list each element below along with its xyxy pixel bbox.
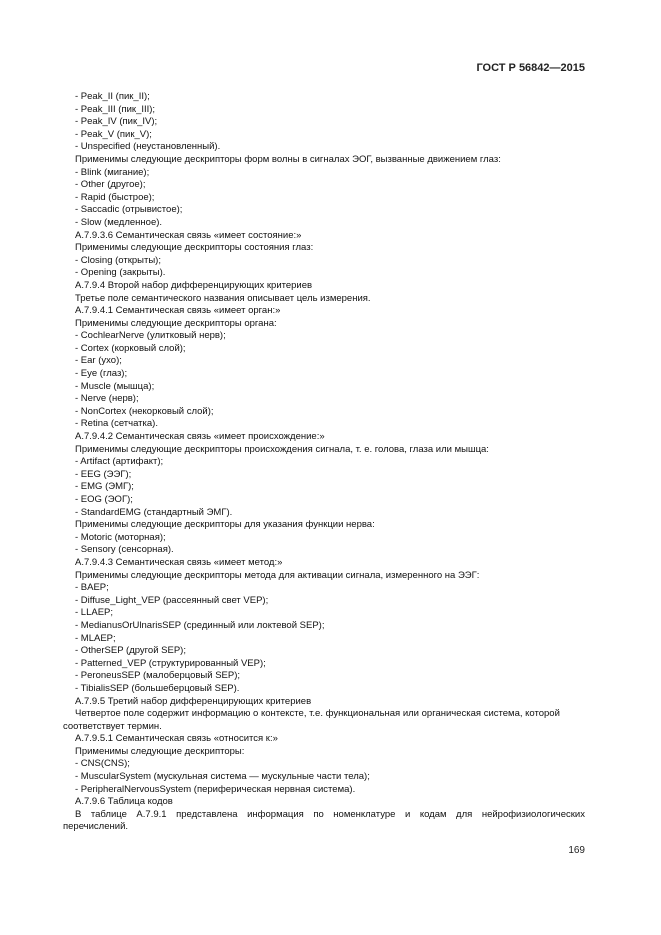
text-line: - Retina (сетчатка). [75, 418, 158, 430]
text-line: A.7.9.4.2 Семантическая связь «имеет происхождение:» [75, 431, 325, 443]
text-line: Применимы следующие дескрипторы происхождения сигнала, т. е. голова, глаза или мышца: [75, 443, 489, 455]
text-line: - Eye (глаз); [75, 368, 128, 380]
text-line: - CochlearNerve (улитковый нерв); [75, 330, 226, 342]
text-line: - Slow (медленное). [75, 216, 163, 228]
text-line: A.7.9.5.1 Семантическая связь «относится к:» [75, 733, 278, 745]
paragraph-context-first: Четвертое поле содержит информацию о контексте, т.е. функциональная или органическая система, которой [75, 708, 560, 720]
text-line: - EOG (ЭОГ); [75, 494, 133, 505]
text-line: - Closing (открыты); [75, 254, 161, 266]
text-line: Третье поле семантического названия описывает цель измерения. [75, 292, 371, 304]
paragraph-table-second: перечислений. [63, 821, 129, 833]
text-line: A.7.9.4.1 Семантическая связь «имеет орган:» [75, 305, 281, 317]
text-line: - Opening (закрыты). [75, 267, 166, 279]
body-text [63, 91, 585, 834]
text-line: - Artifact (артифакт); [75, 456, 164, 468]
text-line: - PeroneusSEP (малоберцовый SEP); [75, 670, 241, 682]
text-line: - MuscularSystem (мускульная система — мускульные части тела); [75, 771, 370, 783]
text-line: - Blink (мигание); [75, 166, 150, 178]
text-line: Применимы следующие дескрипторы: [75, 745, 245, 757]
text-line: - NonCortex (некорковый слой); [75, 405, 214, 417]
text-line: - Rapid (быстрое); [75, 191, 155, 203]
text-line: Применимы следующие дескрипторы метода для активации сигнала, измеренного на ЭЭГ: [75, 569, 480, 581]
text-line: A.7.9.3.6 Семантическая связь «имеет состояние:» [75, 229, 302, 241]
text-line: Применимы следующие дескрипторы органа: [75, 317, 277, 329]
text-line: - Peak_V (пик_V); [75, 128, 152, 140]
standard-code-header: ГОСТ Р 56842—2015 [476, 62, 585, 74]
text-line: - MedianusOrUlnarisSEP (срединный или локтевой SEP); [75, 619, 325, 631]
text-line: Применимы следующие дескрипторы для указания функции нерва: [75, 519, 375, 531]
text-lines-block-2 [63, 733, 585, 809]
text-line: - TibialisSEP (большеберцовый SEP). [75, 682, 240, 694]
text-lines-block-1 [63, 91, 585, 708]
text-line: A.7.9.6 Таблица кодов [75, 796, 173, 808]
text-line: - Sensory (сенсорная). [75, 544, 174, 556]
text-line: - CNS(CNS); [75, 758, 130, 770]
paragraph-table-first: В таблице A.7.9.1 представлена информация по номенклатуре и кодам для нейрофизиологических [75, 808, 585, 820]
text-line: - Cortex (корковый слой); [75, 342, 186, 354]
text-line: Применимы следующие дескрипторы состояния глаз: [75, 242, 314, 254]
text-line: - OtherSEP (другой SEP); [75, 645, 186, 657]
text-line: - PeripheralNervousSystem (периферическая нервная система). [75, 783, 356, 795]
text-line: - Other (другое); [75, 179, 146, 191]
text-line: - Muscle (мышца); [75, 380, 155, 392]
text-line: - BAEP; [75, 582, 109, 594]
text-line: - Peak_II (пик_II); [75, 91, 150, 102]
text-line: - LLAEP; [75, 607, 114, 619]
text-line: A.7.9.5 Третий набор дифференцирующих критериев [75, 695, 312, 707]
text-line: A.7.9.4.3 Семантическая связь «имеет метод:» [75, 556, 283, 568]
text-line: Применимы следующие дескрипторы форм волны в сигналах ЭОГ, вызванные движением глаз: [75, 153, 501, 165]
text-line: - Ear (ухо); [75, 355, 122, 367]
text-line: - MLAEP; [75, 632, 116, 644]
text-line: - Motoric (моторная); [75, 531, 166, 543]
text-line: - StandardEMG (стандартный ЭМГ). [75, 506, 233, 518]
text-line: - Nerve (нерв); [75, 393, 139, 405]
text-line: - Patterned_VEP (структурированный VEP); [75, 657, 266, 669]
text-line: - Unspecified (неустановленный). [75, 141, 221, 153]
page-number: 169 [568, 845, 585, 856]
text-line: - Saccadic (отрывистое); [75, 204, 183, 216]
text-line: - Peak_III (пик_III); [75, 103, 156, 115]
text-line: A.7.9.4 Второй набор дифференцирующих критериев [75, 279, 313, 291]
paragraph-context-second: соответствует термин. [63, 720, 162, 732]
text-line: - EMG (ЭМГ); [75, 481, 134, 493]
text-line: - EEG (ЭЭГ); [75, 468, 132, 480]
text-line: - Peak_IV (пик_IV); [75, 116, 158, 128]
text-line: - Diffuse_Light_VEP (рассеянный свет VEP); [75, 594, 269, 606]
